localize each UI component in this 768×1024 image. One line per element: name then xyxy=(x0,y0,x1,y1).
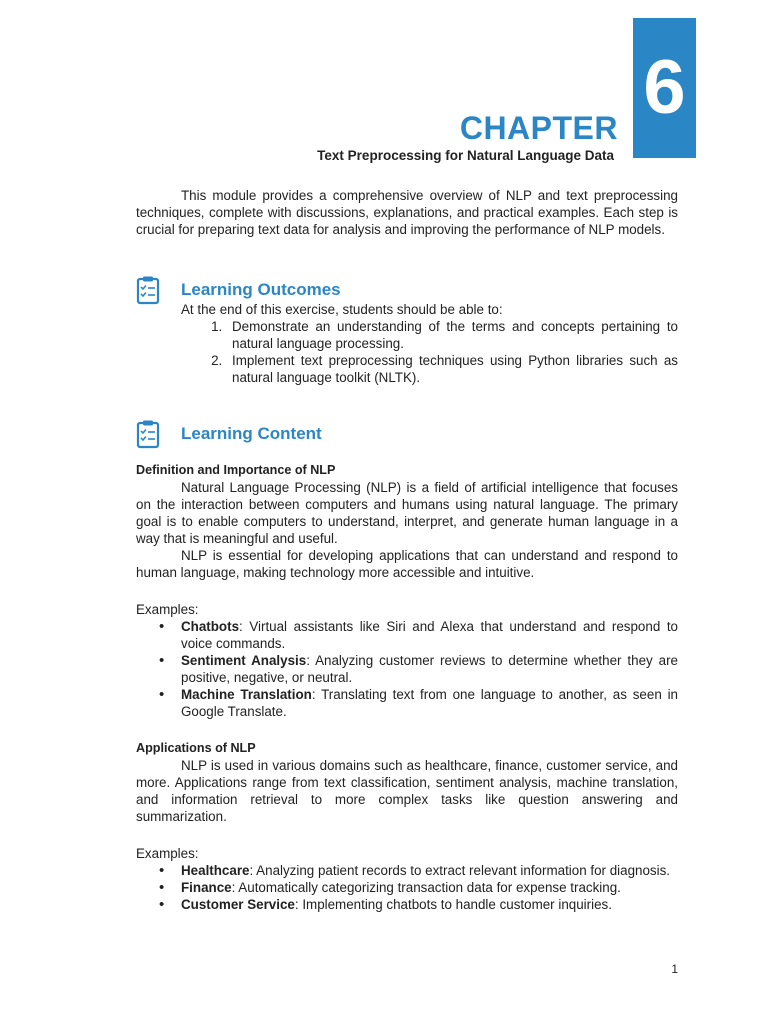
example-term: Sentiment Analysis xyxy=(181,653,307,668)
definition-paragraph-2: NLP is essential for developing applications that can understand and respond to human language, making technology more accessible and intuitive. xyxy=(136,548,678,580)
definition-examples xyxy=(136,601,678,720)
clipboard-checklist-icon xyxy=(136,419,160,449)
definition-heading: Definition and Importance of NLP xyxy=(136,463,336,477)
list-item xyxy=(181,862,678,879)
learning-outcomes-body xyxy=(136,301,678,386)
definition-paragraph-1: Natural Language Processing (NLP) is a field of artificial intelligence that focuses on the interaction between computers and humans using natural language. The primary goal is to enable computers to understand, interpret, and generate human language in a way that is meaningful and useful. xyxy=(136,480,678,546)
example-text: : Analyzing customer reviews to determine whether they are positive, negative, or neutral. xyxy=(181,653,678,685)
example-text: : Implementing chatbots to handle customer inquiries. xyxy=(294,897,612,912)
chapter-number: 6 xyxy=(643,45,686,130)
applications-heading: Applications of NLP xyxy=(136,741,256,755)
example-text: : Automatically categorizing transaction data for expense tracking. xyxy=(231,880,621,895)
learning-content-header xyxy=(136,419,322,449)
example-term: Chatbots xyxy=(181,619,240,634)
list-item: 1. Demonstrate an understanding of the terms and concepts pertaining to natural language processing. xyxy=(226,318,678,352)
applications-examples-list xyxy=(136,862,678,913)
definition-section xyxy=(136,462,678,581)
intro-paragraph: This module provides a comprehensive overview of NLP and text preprocessing techniques, complete with discussions, explanations, and practical examples. Each step is crucial for preparing text data for analysis and improving the performance of NLP models. xyxy=(136,188,678,237)
chapter-number-box xyxy=(633,18,696,158)
list-item xyxy=(181,686,678,720)
learning-outcomes-title: Learning Outcomes xyxy=(181,280,341,299)
page-number: 1 xyxy=(671,962,678,976)
example-term: Healthcare xyxy=(181,863,250,878)
list-item xyxy=(181,879,678,896)
list-item xyxy=(181,618,678,652)
outcomes-lead: At the end of this exercise, students should be able to: xyxy=(181,302,503,317)
definition-examples-list xyxy=(136,618,678,720)
examples-label: Examples: xyxy=(136,602,199,617)
chapter-label: CHAPTER xyxy=(459,110,618,146)
intro-block xyxy=(136,187,678,238)
example-text: : Virtual assistants like Siri and Alexa that understand and respond to voice commands. xyxy=(181,619,678,651)
chapter-title: Text Preprocessing for Natural Language Data xyxy=(317,148,614,163)
example-term: Machine Translation xyxy=(181,687,312,702)
applications-section xyxy=(136,740,678,825)
example-term: Finance xyxy=(181,880,232,895)
list-item: 2. Implement text preprocessing techniques using Python libraries such as natural language toolkit (NLTK). xyxy=(226,352,678,386)
list-item xyxy=(181,896,678,913)
applications-examples xyxy=(136,845,678,913)
outcomes-list xyxy=(136,318,678,386)
example-text: : Translating text from one language to another, as seen in Google Translate. xyxy=(181,687,678,719)
learning-content-title: Learning Content xyxy=(181,424,322,443)
list-item xyxy=(181,652,678,686)
examples-label: Examples: xyxy=(136,846,199,861)
applications-paragraph: NLP is used in various domains such as healthcare, finance, customer service, and more. Applications range from text classification, sentiment analysis, machine translation, and information retrieval to more complex tasks like question answering and summarization. xyxy=(136,758,678,824)
example-text: : Analyzing patient records to extract relevant information for diagnosis. xyxy=(249,863,671,878)
example-term: Customer Service xyxy=(181,897,295,912)
